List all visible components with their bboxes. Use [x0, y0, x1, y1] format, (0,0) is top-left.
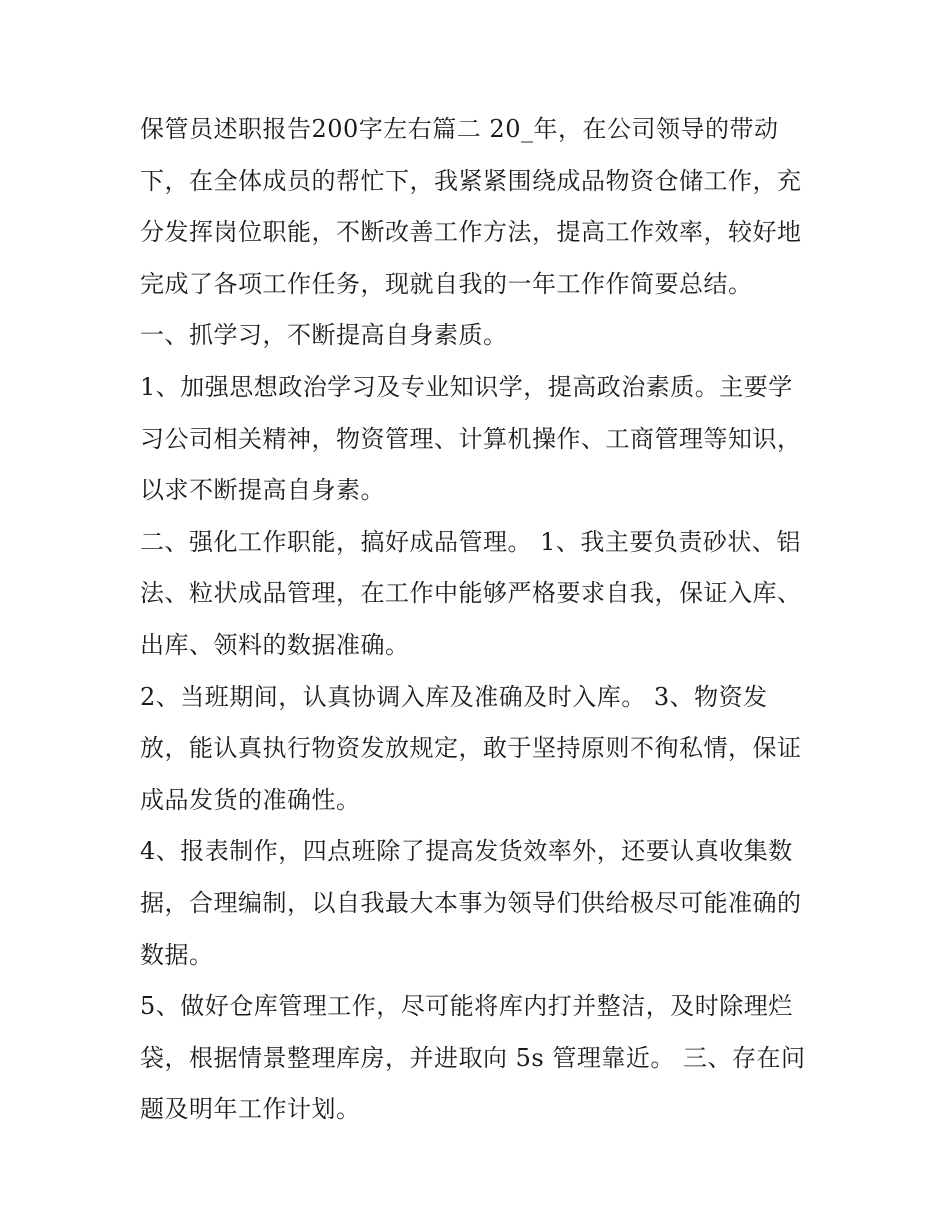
- text-line: 袋，根据情景整理库房，并进取向 5s 管理靠近。 三、存在问: [140, 1043, 806, 1072]
- text-line: 分发挥岗位职能，不断改善工作方法，提高工作效率，较好地: [140, 218, 802, 247]
- text-line: 法、粒状成品管理，在工作中能够严格要求自我，保证入库、: [140, 579, 802, 608]
- text-line: 1、加强思想政治学习及专业知识学，提高政治素质。主要学: [140, 372, 793, 401]
- text-line: 下，在全体成员的帮忙下，我紧紧围绕成品物资仓储工作，充: [140, 166, 802, 195]
- document-body: [140, 104, 820, 1136]
- section-heading-1: 一、抓学习，不断提高自身素质。: [140, 321, 508, 350]
- text-line: 4、报表制作，四点班除了提高发货效率外，还要认真收集数: [140, 837, 793, 866]
- text-line: 完成了各项工作任务，现就自我的一年工作作简要总结。: [140, 269, 753, 298]
- text-line: 出库、领料的数据准确。: [140, 630, 410, 659]
- text-line: 放，能认真执行物资发放规定，敢于坚持原则不徇私情，保证: [140, 734, 802, 763]
- text-line: 成品发货的准确性。: [140, 785, 361, 814]
- text-line: 数据。: [140, 940, 214, 969]
- text-line: 习公司相关精神，物资管理、计算机操作、工商管理等知识，: [140, 424, 802, 453]
- section-heading-2: 二、强化工作职能，搞好成品管理。 1、我主要负责砂状、铝: [140, 527, 801, 556]
- text-line: 以求不断提高自身素。: [140, 476, 385, 505]
- text-line: 2、当班期间，认真协调入库及准确及时入库。 3、物资发: [140, 682, 768, 711]
- text-line: 据，合理编制，以自我最大本事为领导们供给极尽可能准确的: [140, 888, 802, 917]
- text-line: 保管员述职报告200字左右篇二 20_年，在公司领导的带动: [140, 115, 779, 143]
- text-line: 题及明年工作计划。: [140, 1095, 361, 1124]
- text-line: 5、做好仓库管理工作，尽可能将库内打并整洁，及时除理烂: [140, 992, 793, 1021]
